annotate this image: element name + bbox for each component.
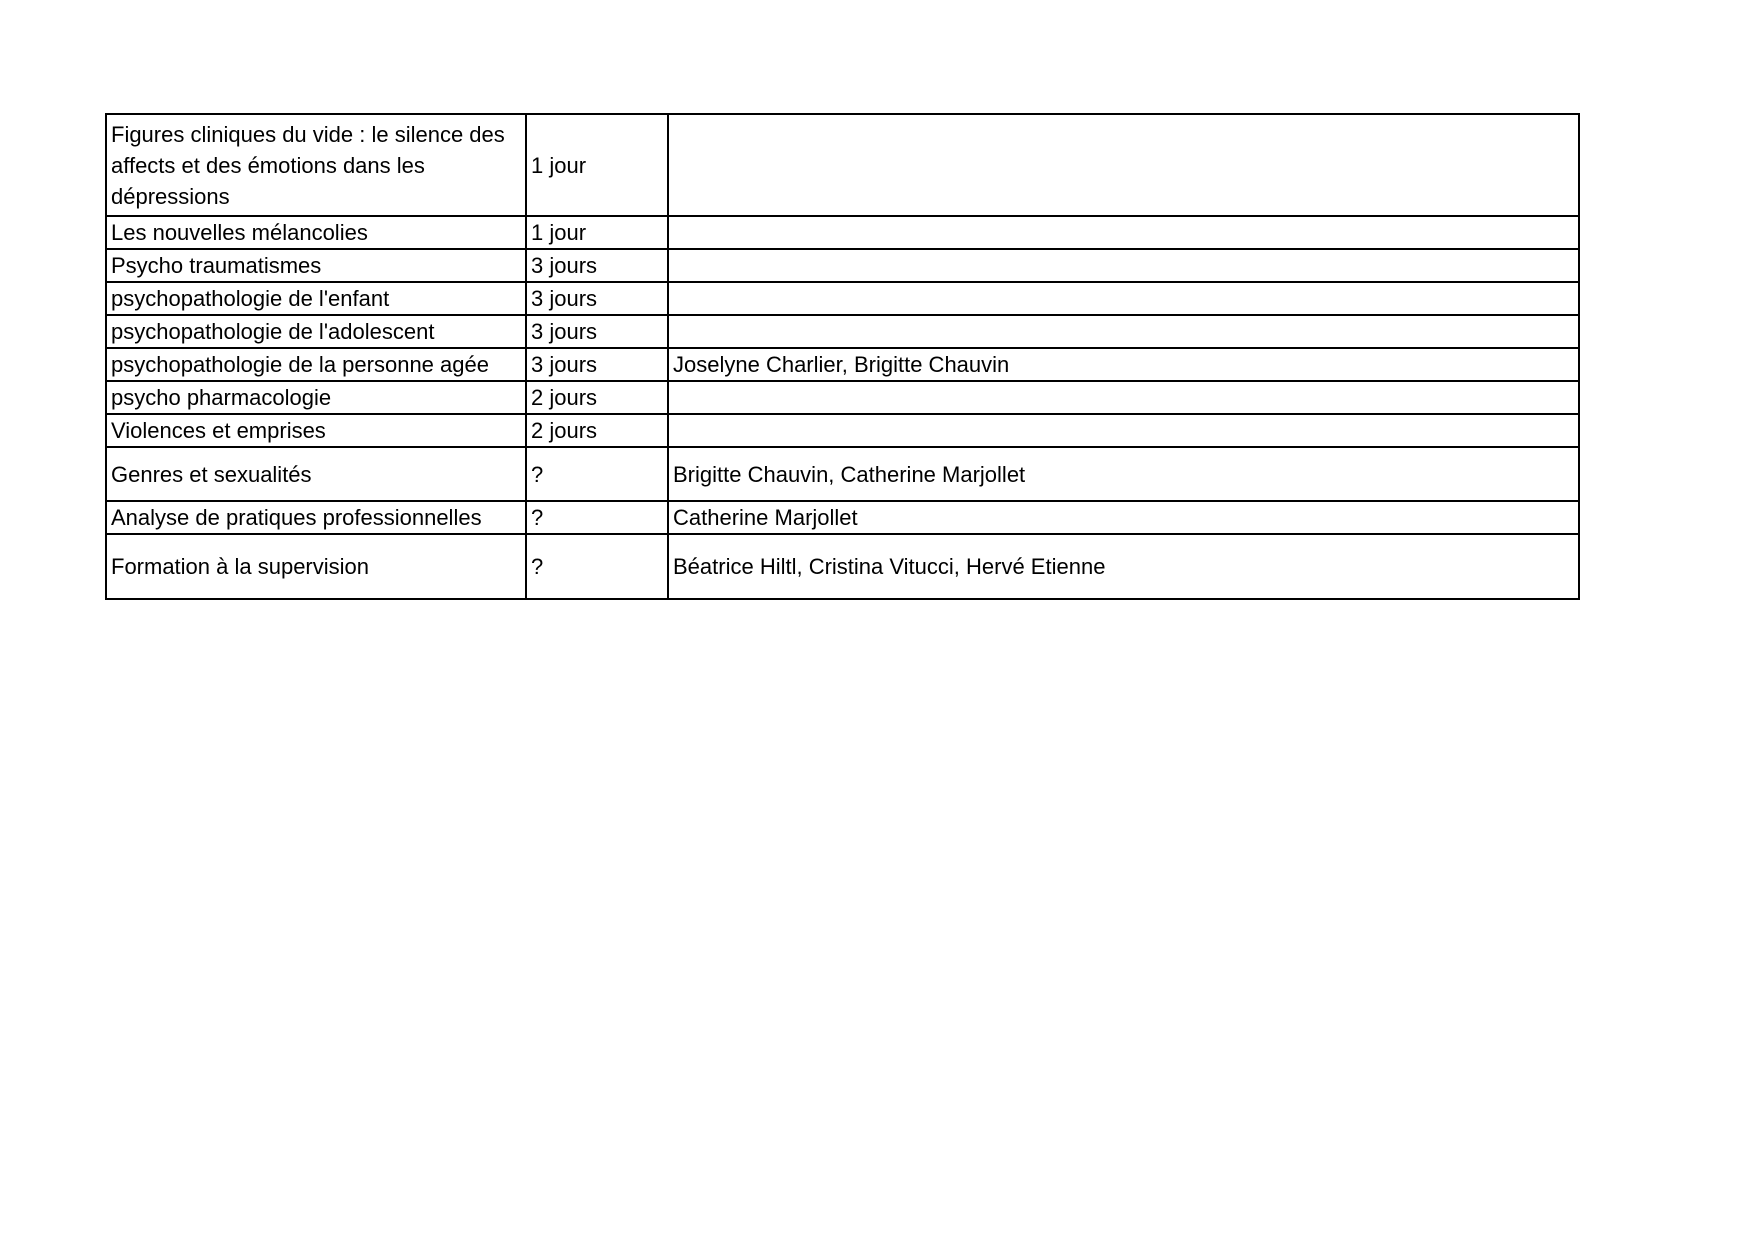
table-row bbox=[106, 249, 1579, 282]
instructors-cell: Catherine Marjollet bbox=[668, 501, 1579, 534]
course-cell: Violences et emprises bbox=[106, 414, 526, 447]
table-row bbox=[106, 414, 1579, 447]
duration-cell: ? bbox=[526, 447, 668, 501]
instructors-cell: Brigitte Chauvin, Catherine Marjollet bbox=[668, 447, 1579, 501]
instructors-cell bbox=[668, 114, 1579, 216]
course-cell: Les nouvelles mélancolies bbox=[106, 216, 526, 249]
course-cell: psycho pharmacologie bbox=[106, 381, 526, 414]
course-cell: Formation à la supervision bbox=[106, 534, 526, 599]
table-row bbox=[106, 534, 1579, 599]
course-cell: psychopathologie de l'enfant bbox=[106, 282, 526, 315]
table-row bbox=[106, 282, 1579, 315]
training-table bbox=[105, 113, 1580, 600]
duration-cell: 2 jours bbox=[526, 414, 668, 447]
table-row bbox=[106, 381, 1579, 414]
duration-cell: 3 jours bbox=[526, 282, 668, 315]
duration-cell: 1 jour bbox=[526, 216, 668, 249]
duration-cell: 3 jours bbox=[526, 315, 668, 348]
instructors-cell: Béatrice Hiltl, Cristina Vitucci, Hervé Etienne bbox=[668, 534, 1579, 599]
duration-cell: 3 jours bbox=[526, 348, 668, 381]
course-cell: psychopathologie de la personne agée bbox=[106, 348, 526, 381]
duration-cell: 3 jours bbox=[526, 249, 668, 282]
duration-cell: ? bbox=[526, 501, 668, 534]
table-row bbox=[106, 501, 1579, 534]
instructors-cell bbox=[668, 381, 1579, 414]
course-cell: Psycho traumatismes bbox=[106, 249, 526, 282]
instructors-cell bbox=[668, 315, 1579, 348]
course-cell: Figures cliniques du vide : le silence des affects et des émotions dans les dépressions bbox=[106, 114, 526, 216]
duration-cell: ? bbox=[526, 534, 668, 599]
instructors-cell bbox=[668, 249, 1579, 282]
table-row bbox=[106, 348, 1579, 381]
table-row bbox=[106, 315, 1579, 348]
duration-cell: 2 jours bbox=[526, 381, 668, 414]
duration-cell: 1 jour bbox=[526, 114, 668, 216]
instructors-cell: Joselyne Charlier, Brigitte Chauvin bbox=[668, 348, 1579, 381]
table-row bbox=[106, 114, 1579, 216]
course-cell: Genres et sexualités bbox=[106, 447, 526, 501]
table-row bbox=[106, 216, 1579, 249]
course-cell: Analyse de pratiques professionnelles bbox=[106, 501, 526, 534]
instructors-cell bbox=[668, 216, 1579, 249]
table-row bbox=[106, 447, 1579, 501]
instructors-cell bbox=[668, 414, 1579, 447]
course-cell: psychopathologie de l'adolescent bbox=[106, 315, 526, 348]
instructors-cell bbox=[668, 282, 1579, 315]
